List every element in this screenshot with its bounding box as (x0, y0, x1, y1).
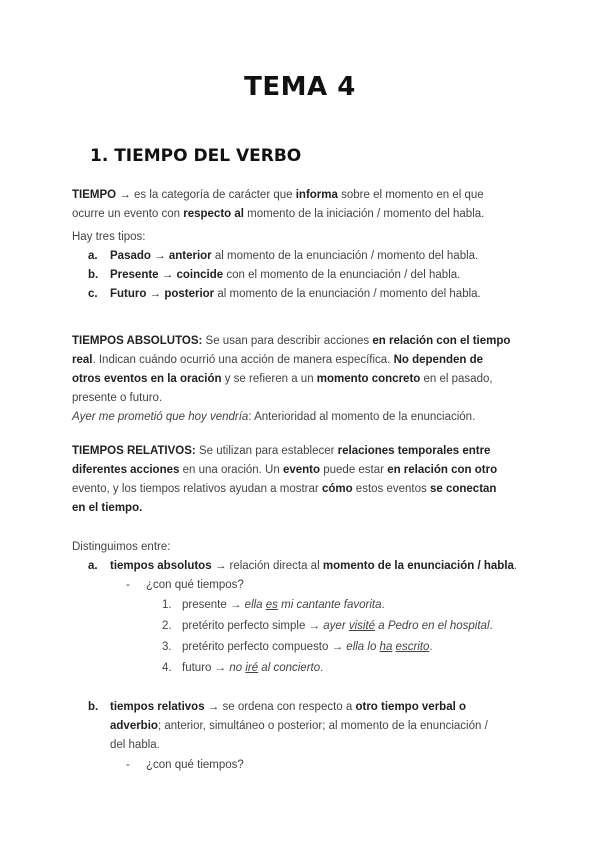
relativos-paragraph: TIEMPOS RELATIVOS: Se utilizan para establecer relaciones temporales entre diferentes acciones en una oración. Un evento puede estar en relación con otro evento, y los tiempos relativos ayudan a mostrar cómo estos eventos se conectan en el tiempo. (72, 445, 498, 514)
term-tiempo: TIEMPO (72, 189, 117, 201)
arrow-icon: → (207, 701, 220, 713)
list-item-presente: b. Presente → coincide con el momento de la enunciación / del habla. (88, 269, 461, 281)
arrow-icon: → (149, 288, 162, 300)
sub-item-presente: 1. presente → ella es mi cantante favorita. (162, 599, 385, 611)
definition-paragraph: TIEMPO → es la categoría de carácter que informa sobre el momento en el que ocurre un evento con respecto al momento de la iniciación / momento del habla. (72, 189, 485, 220)
absolutos-paragraph: TIEMPOS ABSOLUTOS: Se usan para describir acciones en relación con el tiempo real. Indican cuándo ocurrió una acción de manera específica. No dependen de otros eventos en la oración y se refieren a un momento concreto en el pasado, presente o futuro. Ayer me prometió que hoy vendría: Anterioridad al momento de la enunciación. (72, 335, 511, 423)
page-title: TEMA 4 (244, 72, 356, 102)
sub-item-perfecto-simple: 2. pretérito perfecto simple → ayer visité a Pedro en el hospital. (162, 620, 493, 632)
list-item-tiempos-relativos: b. tiempos relativos → se ordena con respecto a otro tiempo verbal o (88, 701, 467, 713)
arrow-icon: → (331, 641, 344, 653)
section-heading: 1. TIEMPO DEL VERBO (90, 146, 302, 166)
types-intro: Hay tres tipos: (72, 231, 146, 243)
relativos-continuation: adverbio; anterior, simultáneo o posterior; al momento de la enunciación / del habla. (110, 720, 488, 751)
arrow-icon: → (308, 620, 321, 632)
list-item-tiempos-absolutos: a. tiempos absolutos → relación directa al momento de la enunciación / habla. (88, 560, 518, 572)
arrow-icon: → (229, 599, 242, 611)
arrow-icon: → (161, 269, 174, 281)
sub-item-perfecto-compuesto: 3. pretérito perfecto compuesto → ella lo ha escrito. (162, 641, 433, 653)
sub-item-futuro: 4. futuro → no iré al concierto. (162, 662, 324, 674)
list-item-futuro: c. Futuro → posterior al momento de la enunciación / momento del habla. (88, 288, 481, 300)
arrow-icon: → (214, 560, 227, 572)
arrow-icon: → (214, 662, 227, 674)
question-item: - ¿con qué tiempos? (126, 579, 244, 591)
question-item: - ¿con qué tiempos? (126, 759, 244, 771)
arrow-icon: → (119, 189, 131, 201)
arrow-icon: → (154, 250, 166, 262)
distinguimos-intro: Distinguimos entre: (72, 541, 171, 553)
list-item-pasado: a. Pasado → anterior al momento de la enunciación / momento del habla. (88, 250, 479, 262)
